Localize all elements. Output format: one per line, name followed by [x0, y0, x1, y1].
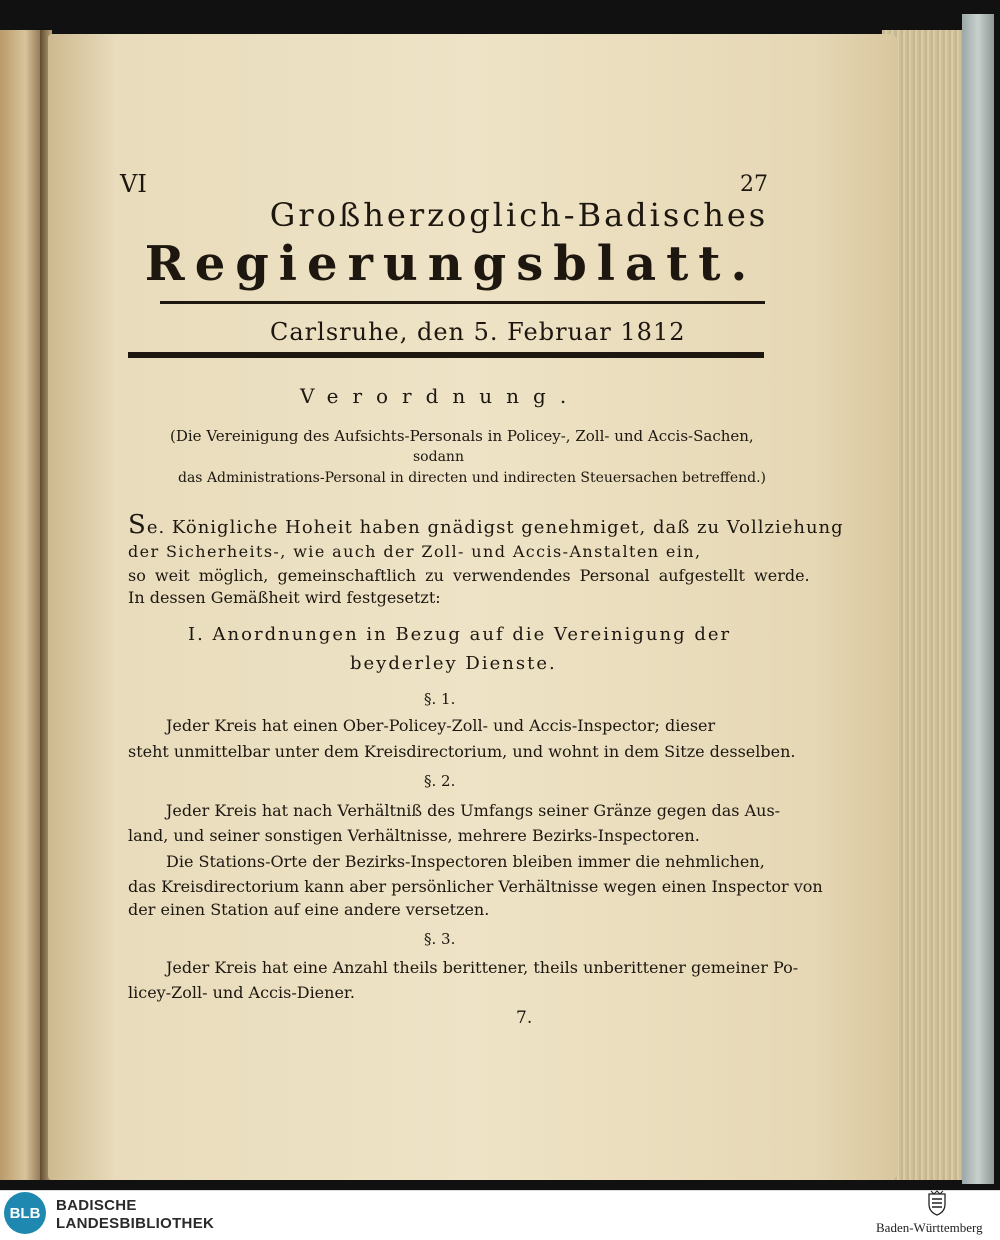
paragraph-2-line-3: Die Stations-Orte der Bezirks-Inspectoren bleiben immer die nehmlichen,: [166, 852, 765, 871]
title-line-1-text: Großherzoglich-Badisches: [269, 196, 769, 234]
body-line-1-text: e. Königliche Hoheit haben gnädigst genehmiget, daß zu Vollziehung: [146, 517, 844, 538]
subtitle-line-1: (Die Vereinigung des Aufsichts-Personals in Policey-, Zoll- und Accis-Sachen,: [170, 427, 754, 445]
heading-verordnung: Verordnung.: [300, 384, 581, 408]
subtitle-line-2: sodann: [413, 449, 464, 465]
paragraph-3-line-2: licey-Zoll- und Accis-Diener.: [128, 983, 355, 1002]
paragraph-2-number: §. 2.: [424, 772, 456, 790]
body-line-1: [128, 510, 844, 540]
library-name-line-2[interactable]: LANDESBIBLIOTHEK: [56, 1215, 215, 1232]
state-label[interactable]: Baden-Württemberg: [876, 1220, 983, 1235]
paragraph-3-line-1: Jeder Kreis hat eine Anzahl theils berittener, theils unberittener gemeiner Po-: [166, 958, 799, 977]
date-line-text: Carlsruhe, den 5. Februar 1812: [270, 318, 686, 346]
date-line: [0, 318, 1000, 346]
section-heading-line-1: I. Anordnungen in Bezug auf die Vereinigung der: [188, 624, 732, 645]
section-heading-line-2: beyderley Dienste.: [350, 653, 557, 674]
paragraph-2-line-2: land, und seiner sonstigen Verhältnisse, mehrere Bezirks-Inspectoren.: [128, 826, 700, 845]
paragraph-2-line-5: der einen Station auf eine andere versetzen.: [128, 900, 490, 919]
paragraph-1-line-2: steht unmittelbar unter dem Kreisdirectorium, und wohnt in dem Sitze desselben.: [128, 742, 796, 761]
body-line-3: so weit möglich, gemeinschaftlich zu verwendendes Personal aufgestellt werde.: [128, 566, 810, 585]
title-rule: [160, 301, 765, 304]
signature-mark: 7.: [516, 1008, 533, 1028]
paragraph-1-number: §. 1.: [424, 690, 456, 708]
section-number: VI: [120, 170, 147, 198]
drop-initial: S: [128, 510, 147, 540]
coat-of-arms-icon: [926, 1190, 948, 1216]
paragraph-3-number: §. 3.: [424, 930, 456, 948]
date-rule-thick: [128, 352, 764, 358]
paragraph-1-line-1: Jeder Kreis hat einen Ober-Policey-Zoll- und Accis-Inspector; dieser: [166, 716, 716, 735]
title-line-1: [0, 196, 1000, 234]
body-line-2: der Sicherheits-, wie auch der Zoll- und Accis-Anstalten ein,: [128, 542, 702, 561]
blb-logo[interactable]: BLB: [4, 1192, 46, 1234]
paragraph-2-line-4: das Kreisdirectorium kann aber persönlicher Verhältnisse wegen einen Inspector von: [128, 877, 823, 896]
page-number: 27: [740, 172, 768, 197]
library-name-line-1[interactable]: BADISCHE: [56, 1197, 137, 1214]
body-line-4: In dessen Gemäßheit wird festgesetzt:: [128, 588, 441, 607]
title-line-2: Regierungsblatt.: [144, 236, 758, 292]
subtitle-line-3: das Administrations-Personal in directen und indirecten Steuersachen betreffend.): [178, 470, 767, 486]
paragraph-2-line-1: Jeder Kreis hat nach Verhältniß des Umfangs seiner Gränze gegen das Aus-: [166, 801, 781, 820]
